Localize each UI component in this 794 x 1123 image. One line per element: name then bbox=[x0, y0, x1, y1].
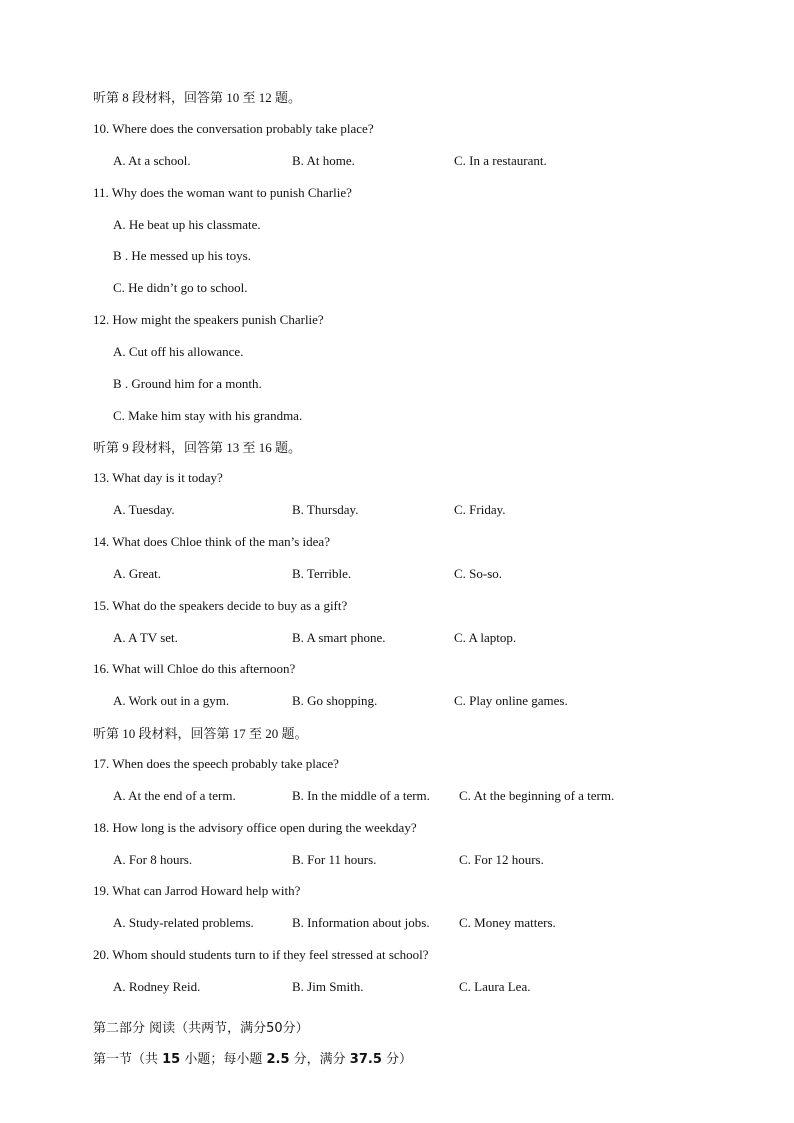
question-13-option-c: C. Friday. bbox=[454, 502, 506, 517]
section-one-mid1: 小题；每小题 bbox=[180, 1052, 267, 1067]
question-18-option-a: A. For 8 hours. bbox=[113, 852, 193, 867]
question-14-stem: 14. What does Chloe think of the man’s idea? bbox=[93, 534, 330, 549]
section-one-prefix: 第一节（共 bbox=[93, 1052, 163, 1067]
question-18-option-b: B. For 11 hours. bbox=[292, 852, 377, 867]
question-19-option-a: A. Study-related problems. bbox=[113, 915, 254, 930]
question-17-stem: 17. When does the speech probably take place? bbox=[93, 756, 339, 771]
question-14-option-b: B. Terrible. bbox=[292, 566, 352, 581]
question-16-option-b: B. Go shopping. bbox=[292, 693, 378, 708]
section-one-question-count: 15 bbox=[162, 1052, 181, 1067]
question-10-option-c: C. In a restaurant. bbox=[454, 153, 547, 168]
question-11-stem: 11. Why does the woman want to punish Charlie? bbox=[93, 185, 352, 200]
question-13-option-a: A. Tuesday. bbox=[113, 502, 175, 517]
question-13-stem: 13. What day is it today? bbox=[93, 470, 223, 485]
question-13-option-b: B. Thursday. bbox=[292, 502, 359, 517]
question-20-option-a: A. Rodney Reid. bbox=[113, 979, 201, 994]
question-12-option-a: A. Cut off his allowance. bbox=[113, 344, 244, 359]
question-17-option-a: A. At the end of a term. bbox=[113, 788, 236, 803]
section-one-heading bbox=[93, 1052, 412, 1068]
question-16-option-a: A. Work out in a gym. bbox=[113, 693, 230, 708]
question-19-option-c: C. Money matters. bbox=[459, 915, 556, 930]
question-10-option-b: B. At home. bbox=[292, 153, 355, 168]
section-instruction-10: 听第 10 段材料，回答第 17 至 20 题。 bbox=[93, 726, 308, 741]
question-12-stem: 12. How might the speakers punish Charlie? bbox=[93, 312, 324, 327]
question-11-option-b: B . He messed up his toys. bbox=[113, 248, 251, 263]
question-20-option-c: C. Laura Lea. bbox=[459, 979, 531, 994]
question-19-option-b: B. Information about jobs. bbox=[292, 915, 430, 930]
question-15-option-b: B. A smart phone. bbox=[292, 630, 386, 645]
section-one-mid2: 分，满分 bbox=[289, 1052, 350, 1067]
question-16-stem: 16. What will Chloe do this afternoon? bbox=[93, 661, 296, 676]
question-11-option-c: C. He didn’t go to school. bbox=[113, 280, 248, 295]
section-one-suffix: 分） bbox=[381, 1052, 413, 1067]
question-19-stem: 19. What can Jarrod Howard help with? bbox=[93, 883, 301, 898]
section-one-total-points: 37.5 bbox=[349, 1052, 382, 1067]
question-18-option-c: C. For 12 hours. bbox=[459, 852, 544, 867]
question-14-option-c: C. So-so. bbox=[454, 566, 503, 581]
question-12-option-c: C. Make him stay with his grandma. bbox=[113, 408, 303, 423]
question-15-stem: 15. What do the speakers decide to buy as a gift? bbox=[93, 598, 348, 613]
question-15-option-a: A. A TV set. bbox=[113, 630, 178, 645]
section-one-points-each: 2.5 bbox=[266, 1052, 290, 1067]
section-instruction-9: 听第 9 段材料，回答第 13 至 16 题。 bbox=[93, 440, 302, 455]
question-20-option-b: B. Jim Smith. bbox=[292, 979, 364, 994]
question-17-option-c: C. At the beginning of a term. bbox=[459, 788, 615, 803]
question-14-option-a: A. Great. bbox=[113, 566, 162, 581]
question-12-option-b: B . Ground him for a month. bbox=[113, 376, 262, 391]
part-two-heading: 第二部分 阅读（共两节，满分50分） bbox=[93, 1021, 309, 1036]
question-17-option-b: B. In the middle of a term. bbox=[292, 788, 430, 803]
question-20-stem: 20. Whom should students turn to if they feel stressed at school? bbox=[93, 947, 429, 962]
question-18-stem: 18. How long is the advisory office open during the weekday? bbox=[93, 820, 417, 835]
question-15-option-c: C. A laptop. bbox=[454, 630, 517, 645]
question-11-option-a: A. He beat up his classmate. bbox=[113, 217, 261, 232]
question-16-option-c: C. Play online games. bbox=[454, 693, 568, 708]
question-10-stem: 10. Where does the conversation probably take place? bbox=[93, 121, 374, 136]
section-instruction-8: 听第 8 段材料，回答第 10 至 12 题。 bbox=[93, 90, 302, 105]
question-10-option-a: A. At a school. bbox=[113, 153, 191, 168]
